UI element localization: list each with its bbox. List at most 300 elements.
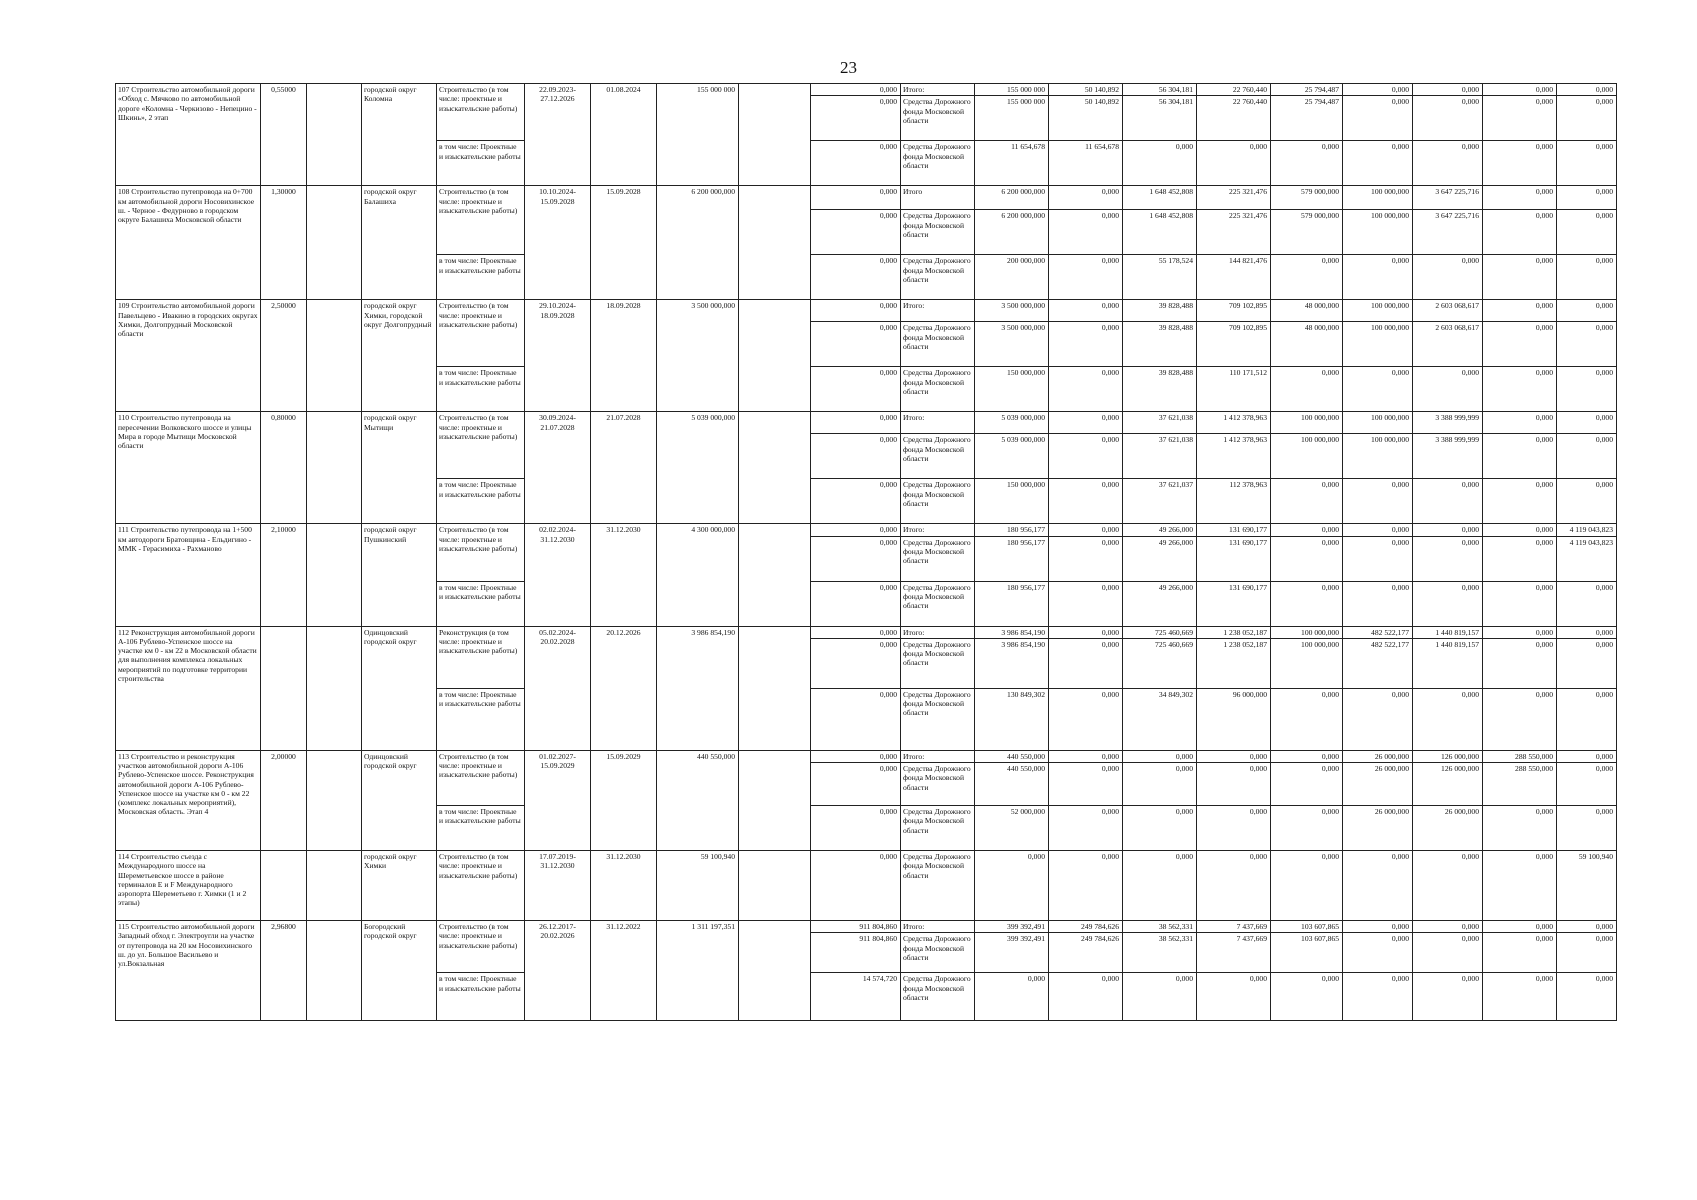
length-cell: 1,30000 (261, 186, 307, 300)
location-cell: городской округ Коломна (362, 84, 437, 186)
amount-cell: 0,000 (1049, 638, 1123, 688)
amount-cell: 0,000 (1483, 210, 1557, 255)
amount-cell: 25 794,487 (1271, 84, 1343, 96)
amount-cell: 0,000 (1557, 186, 1617, 210)
amount-cell: 0,000 (1557, 367, 1617, 412)
amount-cell: 0,000 (1343, 536, 1413, 581)
amount-cell: 100 000,000 (1343, 300, 1413, 322)
table-row (116, 300, 1617, 322)
amount-cell: 0,000 (1343, 141, 1413, 186)
amount-cell: 0,000 (1483, 186, 1557, 210)
amount-cell: 3 986 854,190 (975, 638, 1049, 688)
amount-cell: 0,000 (1271, 763, 1343, 806)
funding-source-cell: Средства Дорожного фонда Московской области (901, 806, 975, 851)
amount-cell: 0,000 (1557, 255, 1617, 300)
amount-cell: 0,000 (1557, 763, 1617, 806)
amount-cell: 0,000 (1271, 581, 1343, 626)
financed-cell: 911 804,860 (811, 933, 901, 973)
funding-source-cell: Средства Дорожного фонда Московской области (901, 536, 975, 581)
table-row (116, 84, 1617, 96)
amount-cell: 0,000 (1271, 750, 1343, 762)
amount-cell: 103 607,865 (1271, 933, 1343, 973)
amount-cell: 0,000 (1343, 84, 1413, 96)
work-type-cell: Строительство (в том числе: проектные и изыскательские работы) (437, 750, 525, 805)
amount-cell: 725 460,669 (1123, 638, 1197, 688)
cost-cell: 3 500 000,000 (657, 300, 739, 412)
amount-cell: 100 000,000 (1343, 210, 1413, 255)
amount-cell: 0,000 (1413, 255, 1483, 300)
capacity-cell (307, 524, 362, 626)
amount-cell: 0,000 (1049, 851, 1123, 921)
amount-cell: 100 000,000 (1343, 186, 1413, 210)
amount-cell: 0,000 (1483, 300, 1557, 322)
object-name-cell: 109 Строительство автомобильной дороги Павельцево - Ивакино в городских округах Химки, Долгопрудный Московской области (116, 300, 261, 412)
amount-cell: 0,000 (1483, 367, 1557, 412)
amount-cell: 0,000 (1413, 973, 1483, 1021)
financed-cell: 0,000 (811, 434, 901, 479)
amount-cell: 249 784,626 (1049, 921, 1123, 933)
financed-cell: 0,000 (811, 367, 901, 412)
financed-cell: 0,000 (811, 255, 901, 300)
amount-cell: 0,000 (1483, 84, 1557, 96)
road-projects-table (115, 83, 1617, 1021)
dates-cell: 26.12.2017-20.02.2026 (525, 921, 591, 1021)
amount-cell: 0,000 (1049, 300, 1123, 322)
amount-cell: 0,000 (975, 851, 1049, 921)
funding-source-cell: Средства Дорожного фонда Московской области (901, 479, 975, 524)
financed-cell: 0,000 (811, 851, 901, 921)
amount-cell: 482 522,177 (1343, 638, 1413, 688)
amount-cell: 0,000 (1343, 921, 1413, 933)
open-date-cell: 31.12.2022 (591, 921, 657, 1021)
amount-cell: 22 760,440 (1197, 84, 1271, 96)
blank-cell (739, 84, 811, 186)
amount-cell: 48 000,000 (1271, 322, 1343, 367)
open-date-cell: 31.12.2030 (591, 851, 657, 921)
blank-cell (739, 300, 811, 412)
amount-cell: 37 621,038 (1123, 434, 1197, 479)
funding-source-cell: Средства Дорожного фонда Московской области (901, 141, 975, 186)
amount-cell: 0,000 (1557, 581, 1617, 626)
dates-cell: 22.09.2023-27.12.2026 (525, 84, 591, 186)
financed-cell: 0,000 (811, 141, 901, 186)
amount-cell: 180 956,177 (975, 524, 1049, 536)
amount-cell: 0,000 (1343, 581, 1413, 626)
work-type-cell: в том числе: Проектные и изыскательские работы (437, 255, 525, 300)
dates-cell: 01.02.2027-15.09.2029 (525, 750, 591, 850)
amount-cell: 0,000 (1197, 141, 1271, 186)
amount-cell: 131 690,177 (1197, 581, 1271, 626)
amount-cell: 0,000 (1557, 412, 1617, 434)
financed-cell: 0,000 (811, 524, 901, 536)
amount-cell: 59 100,940 (1557, 851, 1617, 921)
amount-cell: 150 000,000 (975, 367, 1049, 412)
financed-cell: 0,000 (811, 688, 901, 750)
amount-cell: 0,000 (1049, 322, 1123, 367)
dates-cell: 05.02.2024-20.02.2028 (525, 626, 591, 750)
work-type-cell: в том числе: Проектные и изыскательские работы (437, 367, 525, 412)
amount-cell: 399 392,491 (975, 933, 1049, 973)
amount-cell: 0,000 (1483, 626, 1557, 638)
amount-cell: 100 000,000 (1271, 434, 1343, 479)
amount-cell: 100 000,000 (1271, 412, 1343, 434)
work-type-cell: Строительство (в том числе: проектные и изыскательские работы) (437, 851, 525, 921)
amount-cell: 0,000 (1049, 434, 1123, 479)
amount-cell: 1 440 819,157 (1413, 638, 1483, 688)
funding-source-cell: Итого: (901, 84, 975, 96)
object-name-cell: 115 Строительство автомобильной дороги Западный обход г. Электроугли на участке от путепровода на 20 км Носовихинского ш. до ул. Большое Васильево и ул.Вокзальная (116, 921, 261, 1021)
amount-cell: 0,000 (1049, 536, 1123, 581)
amount-cell: 0,000 (1557, 806, 1617, 851)
open-date-cell: 21.07.2028 (591, 412, 657, 524)
amount-cell: 579 000,000 (1271, 210, 1343, 255)
amount-cell: 3 388 999,999 (1413, 434, 1483, 479)
amount-cell: 37 621,038 (1123, 412, 1197, 434)
amount-cell: 50 140,892 (1049, 84, 1123, 96)
length-cell: 0,55000 (261, 84, 307, 186)
amount-cell: 0,000 (1049, 412, 1123, 434)
amount-cell: 0,000 (1557, 300, 1617, 322)
amount-cell: 0,000 (1483, 581, 1557, 626)
amount-cell: 3 500 000,000 (975, 322, 1049, 367)
location-cell: Богородский городской округ (362, 921, 437, 1021)
dates-cell: 17.07.2019-31.12.2030 (525, 851, 591, 921)
amount-cell: 0,000 (1343, 688, 1413, 750)
amount-cell: 22 760,440 (1197, 96, 1271, 141)
amount-cell: 0,000 (1413, 479, 1483, 524)
financed-cell: 0,000 (811, 479, 901, 524)
amount-cell: 225 321,476 (1197, 210, 1271, 255)
amount-cell: 0,000 (1483, 141, 1557, 186)
amount-cell: 0,000 (1049, 581, 1123, 626)
amount-cell: 39 828,488 (1123, 367, 1197, 412)
amount-cell: 11 654,678 (1049, 141, 1123, 186)
work-type-cell: в том числе: Проектные и изыскательские работы (437, 806, 525, 851)
amount-cell: 0,000 (1557, 84, 1617, 96)
length-cell: 2,96800 (261, 921, 307, 1021)
open-date-cell: 31.12.2030 (591, 524, 657, 626)
blank-cell (739, 412, 811, 524)
capacity-cell (307, 921, 362, 1021)
work-type-cell: в том числе: Проектные и изыскательские работы (437, 973, 525, 1021)
amount-cell: 26 000,000 (1413, 806, 1483, 851)
funding-source-cell: Средства Дорожного фонда Московской области (901, 973, 975, 1021)
amount-cell: 2 603 068,617 (1413, 300, 1483, 322)
funding-source-cell: Итого: (901, 626, 975, 638)
amount-cell: 1 238 052,187 (1197, 626, 1271, 638)
work-type-cell: Строительство (в том числе: проектные и изыскательские работы) (437, 84, 525, 141)
amount-cell: 100 000,000 (1271, 626, 1343, 638)
amount-cell: 5 039 000,000 (975, 412, 1049, 434)
capacity-cell (307, 750, 362, 850)
funding-source-cell: Средства Дорожного фонда Московской области (901, 933, 975, 973)
amount-cell: 11 654,678 (975, 141, 1049, 186)
amount-cell: 725 460,669 (1123, 626, 1197, 638)
amount-cell: 7 437,669 (1197, 933, 1271, 973)
work-type-cell: Строительство (в том числе: проектные и изыскательские работы) (437, 186, 525, 255)
amount-cell: 0,000 (1483, 524, 1557, 536)
amount-cell: 49 266,000 (1123, 524, 1197, 536)
funding-source-cell: Средства Дорожного фонда Московской области (901, 322, 975, 367)
amount-cell: 709 102,895 (1197, 300, 1271, 322)
amount-cell: 0,000 (1049, 750, 1123, 762)
object-name-cell: 107 Строительство автомобильной дороги «Обход с. Мячково по автомобильной дороге «Коломна - Черкизово - Непецино - Шкинь», 2 этап (116, 84, 261, 186)
amount-cell: 0,000 (1271, 255, 1343, 300)
object-name-cell: 114 Строительство съезда с Международного шоссе на Шереметьевское шоссе в районе терминалов E и F Международного аэропорта Шереметьево г. Химки (1 и 2 этапы) (116, 851, 261, 921)
amount-cell: 482 522,177 (1343, 626, 1413, 638)
financed-cell: 911 804,860 (811, 921, 901, 933)
amount-cell: 0,000 (1271, 851, 1343, 921)
amount-cell: 50 140,892 (1049, 96, 1123, 141)
location-cell: городской округ Балашиха (362, 186, 437, 300)
amount-cell: 0,000 (1343, 367, 1413, 412)
object-name-cell: 111 Строительство путепровода на 1+500 км автодороги Братовщина - Ельдигино - ММК - Герасимиха - Рахманово (116, 524, 261, 626)
amount-cell: 0,000 (1483, 921, 1557, 933)
amount-cell: 0,000 (1271, 973, 1343, 1021)
amount-cell: 0,000 (1557, 479, 1617, 524)
amount-cell: 38 562,331 (1123, 933, 1197, 973)
amount-cell: 0,000 (1557, 322, 1617, 367)
amount-cell: 0,000 (1413, 921, 1483, 933)
amount-cell: 0,000 (1343, 933, 1413, 973)
financed-cell: 0,000 (811, 626, 901, 638)
amount-cell: 0,000 (1123, 973, 1197, 1021)
amount-cell: 0,000 (1413, 933, 1483, 973)
amount-cell: 0,000 (1197, 806, 1271, 851)
object-name-cell: 112 Реконструкция автомобильной дороги А-106 Рублево-Успенское шоссе на участке км 0 - км 22 в Московской области для выполнения комплекса локальных мероприятий по подготовке территории строительства (116, 626, 261, 750)
amount-cell: 48 000,000 (1271, 300, 1343, 322)
amount-cell: 0,000 (1483, 851, 1557, 921)
amount-cell: 0,000 (1343, 479, 1413, 524)
financed-cell: 0,000 (811, 750, 901, 762)
table-row (116, 921, 1617, 933)
blank-cell (739, 626, 811, 750)
funding-source-cell: Средства Дорожного фонда Московской области (901, 255, 975, 300)
amount-cell: 0,000 (1049, 806, 1123, 851)
financed-cell: 0,000 (811, 210, 901, 255)
amount-cell: 0,000 (1483, 806, 1557, 851)
funding-source-cell: Средства Дорожного фонда Московской области (901, 434, 975, 479)
amount-cell: 6 200 000,000 (975, 210, 1049, 255)
amount-cell: 0,000 (1483, 933, 1557, 973)
amount-cell: 0,000 (1049, 524, 1123, 536)
work-type-cell: Строительство (в том числе: проектные и изыскательские работы) (437, 300, 525, 367)
amount-cell: 0,000 (1271, 806, 1343, 851)
amount-cell: 0,000 (1483, 638, 1557, 688)
amount-cell: 0,000 (975, 973, 1049, 1021)
work-type-cell: Строительство (в том числе: проектные и изыскательские работы) (437, 524, 525, 581)
amount-cell: 126 000,000 (1413, 763, 1483, 806)
length-cell: 2,00000 (261, 750, 307, 850)
financed-cell: 0,000 (811, 581, 901, 626)
amount-cell: 440 550,000 (975, 750, 1049, 762)
amount-cell: 150 000,000 (975, 479, 1049, 524)
amount-cell: 0,000 (1557, 921, 1617, 933)
amount-cell: 0,000 (1123, 851, 1197, 921)
blank-cell (739, 186, 811, 300)
funding-source-cell: Итого: (901, 750, 975, 762)
dates-cell: 02.02.2024-31.12.2030 (525, 524, 591, 626)
amount-cell: 709 102,895 (1197, 322, 1271, 367)
amount-cell: 131 690,177 (1197, 536, 1271, 581)
amount-cell: 0,000 (1049, 210, 1123, 255)
amount-cell: 0,000 (1343, 973, 1413, 1021)
amount-cell: 3 986 854,190 (975, 626, 1049, 638)
amount-cell: 0,000 (1413, 536, 1483, 581)
object-name-cell: 110 Строительство путепровода на пересечении Волковского шоссе и улицы Мира в городе Мытищи Московской области (116, 412, 261, 524)
amount-cell: 0,000 (1271, 536, 1343, 581)
financed-cell: 14 574,720 (811, 973, 901, 1021)
amount-cell: 2 603 068,617 (1413, 322, 1483, 367)
amount-cell: 1 648 452,808 (1123, 210, 1197, 255)
amount-cell: 0,000 (1483, 688, 1557, 750)
financed-cell: 0,000 (811, 536, 901, 581)
amount-cell: 25 794,487 (1271, 96, 1343, 141)
amount-cell: 26 000,000 (1343, 806, 1413, 851)
amount-cell: 0,000 (1413, 84, 1483, 96)
amount-cell: 0,000 (1413, 851, 1483, 921)
amount-cell: 0,000 (1343, 255, 1413, 300)
amount-cell: 0,000 (1483, 973, 1557, 1021)
table-row (116, 626, 1617, 638)
financed-cell: 0,000 (811, 186, 901, 210)
table-row (116, 412, 1617, 434)
table-row (116, 750, 1617, 762)
length-cell: 0,80000 (261, 412, 307, 524)
amount-cell: 4 119 043,823 (1557, 536, 1617, 581)
amount-cell: 579 000,000 (1271, 186, 1343, 210)
amount-cell: 0,000 (1483, 434, 1557, 479)
amount-cell: 126 000,000 (1413, 750, 1483, 762)
amount-cell: 1 412 378,963 (1197, 434, 1271, 479)
blank-cell (739, 921, 811, 1021)
amount-cell: 0,000 (1483, 322, 1557, 367)
amount-cell: 100 000,000 (1343, 434, 1413, 479)
amount-cell: 200 000,000 (975, 255, 1049, 300)
location-cell: Одинцовский городской округ (362, 626, 437, 750)
amount-cell: 180 956,177 (975, 536, 1049, 581)
amount-cell: 0,000 (1483, 255, 1557, 300)
length-cell: 2,50000 (261, 300, 307, 412)
cost-cell: 3 986 854,190 (657, 626, 739, 750)
work-type-cell: Строительство (в том числе: проектные и изыскательские работы) (437, 921, 525, 973)
amount-cell: 0,000 (1557, 688, 1617, 750)
amount-cell: 0,000 (1483, 412, 1557, 434)
amount-cell: 0,000 (1049, 479, 1123, 524)
dates-cell: 10.10.2024-15.09.2028 (525, 186, 591, 300)
amount-cell: 100 000,000 (1271, 638, 1343, 688)
amount-cell: 0,000 (1123, 763, 1197, 806)
capacity-cell (307, 626, 362, 750)
amount-cell: 100 000,000 (1343, 412, 1413, 434)
financed-cell: 0,000 (811, 84, 901, 96)
cost-cell: 1 311 197,351 (657, 921, 739, 1021)
amount-cell: 4 119 043,823 (1557, 524, 1617, 536)
length-cell (261, 626, 307, 750)
amount-cell: 39 828,488 (1123, 322, 1197, 367)
length-cell: 2,10000 (261, 524, 307, 626)
financed-cell: 0,000 (811, 806, 901, 851)
blank-cell (739, 851, 811, 921)
amount-cell: 110 171,512 (1197, 367, 1271, 412)
dates-cell: 29.10.2024-18.09.2028 (525, 300, 591, 412)
work-type-cell: в том числе: Проектные и изыскательские работы (437, 688, 525, 750)
cost-cell: 6 200 000,000 (657, 186, 739, 300)
amount-cell: 0,000 (1413, 688, 1483, 750)
amount-cell: 52 000,000 (975, 806, 1049, 851)
dates-cell: 30.09.2024-21.07.2028 (525, 412, 591, 524)
amount-cell: 0,000 (1049, 367, 1123, 412)
financed-cell: 0,000 (811, 412, 901, 434)
object-name-cell: 113 Строительство и реконструкция участков автомобильной дороги А-106 Рублево-Успенское шоссе. Реконструкция автомобильной дороги А-106 Рублево-Успенское шоссе на участке км 0 - км 22 (комплекс локальных мероприятий), Московская область. Этап 4 (116, 750, 261, 850)
table-row (116, 851, 1617, 921)
amount-cell: 1 238 052,187 (1197, 638, 1271, 688)
amount-cell: 0,000 (1557, 96, 1617, 141)
funding-source-cell: Итого (901, 186, 975, 210)
cost-cell: 4 300 000,000 (657, 524, 739, 626)
table-row (116, 524, 1617, 536)
object-name-cell: 108 Строительство путепровода на 0+700 км автомобильной дороги Носовихинское ш. - Черное - Федурново в городском округе Балашиха Московской области (116, 186, 261, 300)
amount-cell: 6 200 000,000 (975, 186, 1049, 210)
capacity-cell (307, 300, 362, 412)
capacity-cell (307, 186, 362, 300)
amount-cell: 0,000 (1483, 96, 1557, 141)
amount-cell: 0,000 (1271, 141, 1343, 186)
amount-cell: 0,000 (1343, 524, 1413, 536)
location-cell: городской округ Пушкинский (362, 524, 437, 626)
funding-source-cell: Средства Дорожного фонда Московской области (901, 367, 975, 412)
amount-cell: 0,000 (1557, 638, 1617, 688)
amount-cell: 0,000 (1197, 750, 1271, 762)
amount-cell: 0,000 (1123, 750, 1197, 762)
amount-cell: 38 562,331 (1123, 921, 1197, 933)
amount-cell: 3 647 225,716 (1413, 210, 1483, 255)
amount-cell: 0,000 (1557, 750, 1617, 762)
amount-cell: 0,000 (1049, 763, 1123, 806)
location-cell: Одинцовский городской округ (362, 750, 437, 850)
amount-cell: 103 607,865 (1271, 921, 1343, 933)
amount-cell: 7 437,669 (1197, 921, 1271, 933)
funding-source-cell: Средства Дорожного фонда Московской области (901, 96, 975, 141)
amount-cell: 0,000 (1049, 255, 1123, 300)
funding-source-cell: Средства Дорожного фонда Московской области (901, 851, 975, 921)
capacity-cell (307, 851, 362, 921)
amount-cell: 0,000 (1049, 186, 1123, 210)
amount-cell: 49 266,000 (1123, 536, 1197, 581)
amount-cell: 180 956,177 (975, 581, 1049, 626)
open-date-cell: 15.09.2028 (591, 186, 657, 300)
cost-cell: 59 100,940 (657, 851, 739, 921)
funding-source-cell: Итого: (901, 921, 975, 933)
work-type-cell: в том числе: Проектные и изыскательские работы (437, 479, 525, 524)
funding-source-cell: Средства Дорожного фонда Московской области (901, 581, 975, 626)
amount-cell: 0,000 (1557, 434, 1617, 479)
open-date-cell: 01.08.2024 (591, 84, 657, 186)
amount-cell: 0,000 (1413, 581, 1483, 626)
amount-cell: 155 000 000 (975, 96, 1049, 141)
work-type-cell: Строительство (в том числе: проектные и изыскательские работы) (437, 412, 525, 479)
capacity-cell (307, 84, 362, 186)
financed-cell: 0,000 (811, 638, 901, 688)
amount-cell: 26 000,000 (1343, 750, 1413, 762)
amount-cell: 0,000 (1049, 626, 1123, 638)
amount-cell: 5 039 000,000 (975, 434, 1049, 479)
amount-cell: 155 000 000 (975, 84, 1049, 96)
funding-source-cell: Итого: (901, 300, 975, 322)
work-type-cell: в том числе: Проектные и изыскательские работы (437, 581, 525, 626)
table-row (116, 186, 1617, 210)
amount-cell: 0,000 (1343, 851, 1413, 921)
